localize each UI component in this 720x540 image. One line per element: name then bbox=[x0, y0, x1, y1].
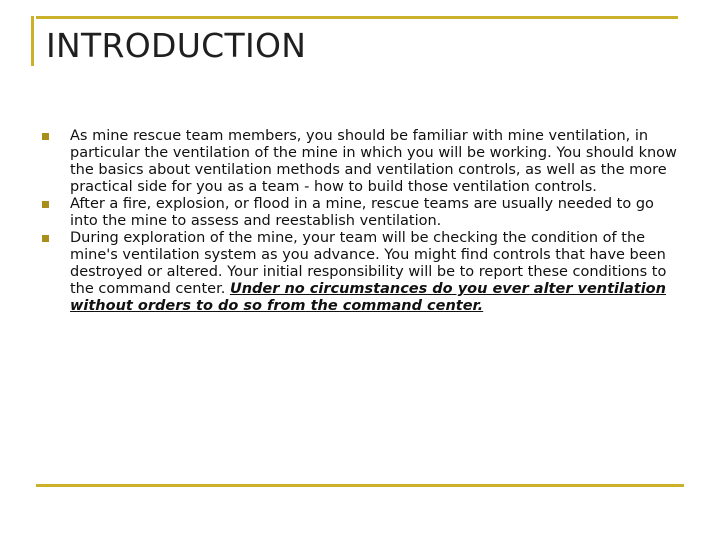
square-bullet-icon bbox=[42, 133, 49, 140]
bottom-rule bbox=[36, 484, 684, 487]
square-bullet-icon bbox=[42, 235, 49, 242]
top-rule bbox=[36, 16, 678, 19]
left-rule bbox=[31, 16, 34, 66]
bullet-emphasis-3: Under no circumstances do you ever alter ventilation without orders to do so from the command center. bbox=[70, 281, 666, 314]
bullet-text-2: After a fire, explosion, or flood in a mine, rescue teams are usually needed to go into the mine to assess and reestablish ventilation. bbox=[70, 196, 654, 229]
bullet-item-1 bbox=[40, 128, 680, 196]
bullet-text-3: During exploration of the mine, your team will be checking the condition of the mine's ventilation system as you advance. You might find controls that have been destroyed or altered. Your initial responsibility will be to report these conditions to the command center. bbox=[70, 230, 667, 297]
bullet-text-1: As mine rescue team members, you should be familiar with mine ventilation, in particular the ventilation of the mine in which you will be working. You should know the basics about ventilation methods and ventilation controls, as well as the more practical side for you as a team - how to build those ventilation controls. bbox=[70, 128, 677, 195]
bullet-item-2 bbox=[40, 196, 680, 230]
bullet-list bbox=[40, 128, 680, 315]
bullet-item-3 bbox=[40, 230, 680, 315]
square-bullet-icon bbox=[42, 201, 49, 208]
slide-title: INTRODUCTION bbox=[46, 26, 307, 65]
